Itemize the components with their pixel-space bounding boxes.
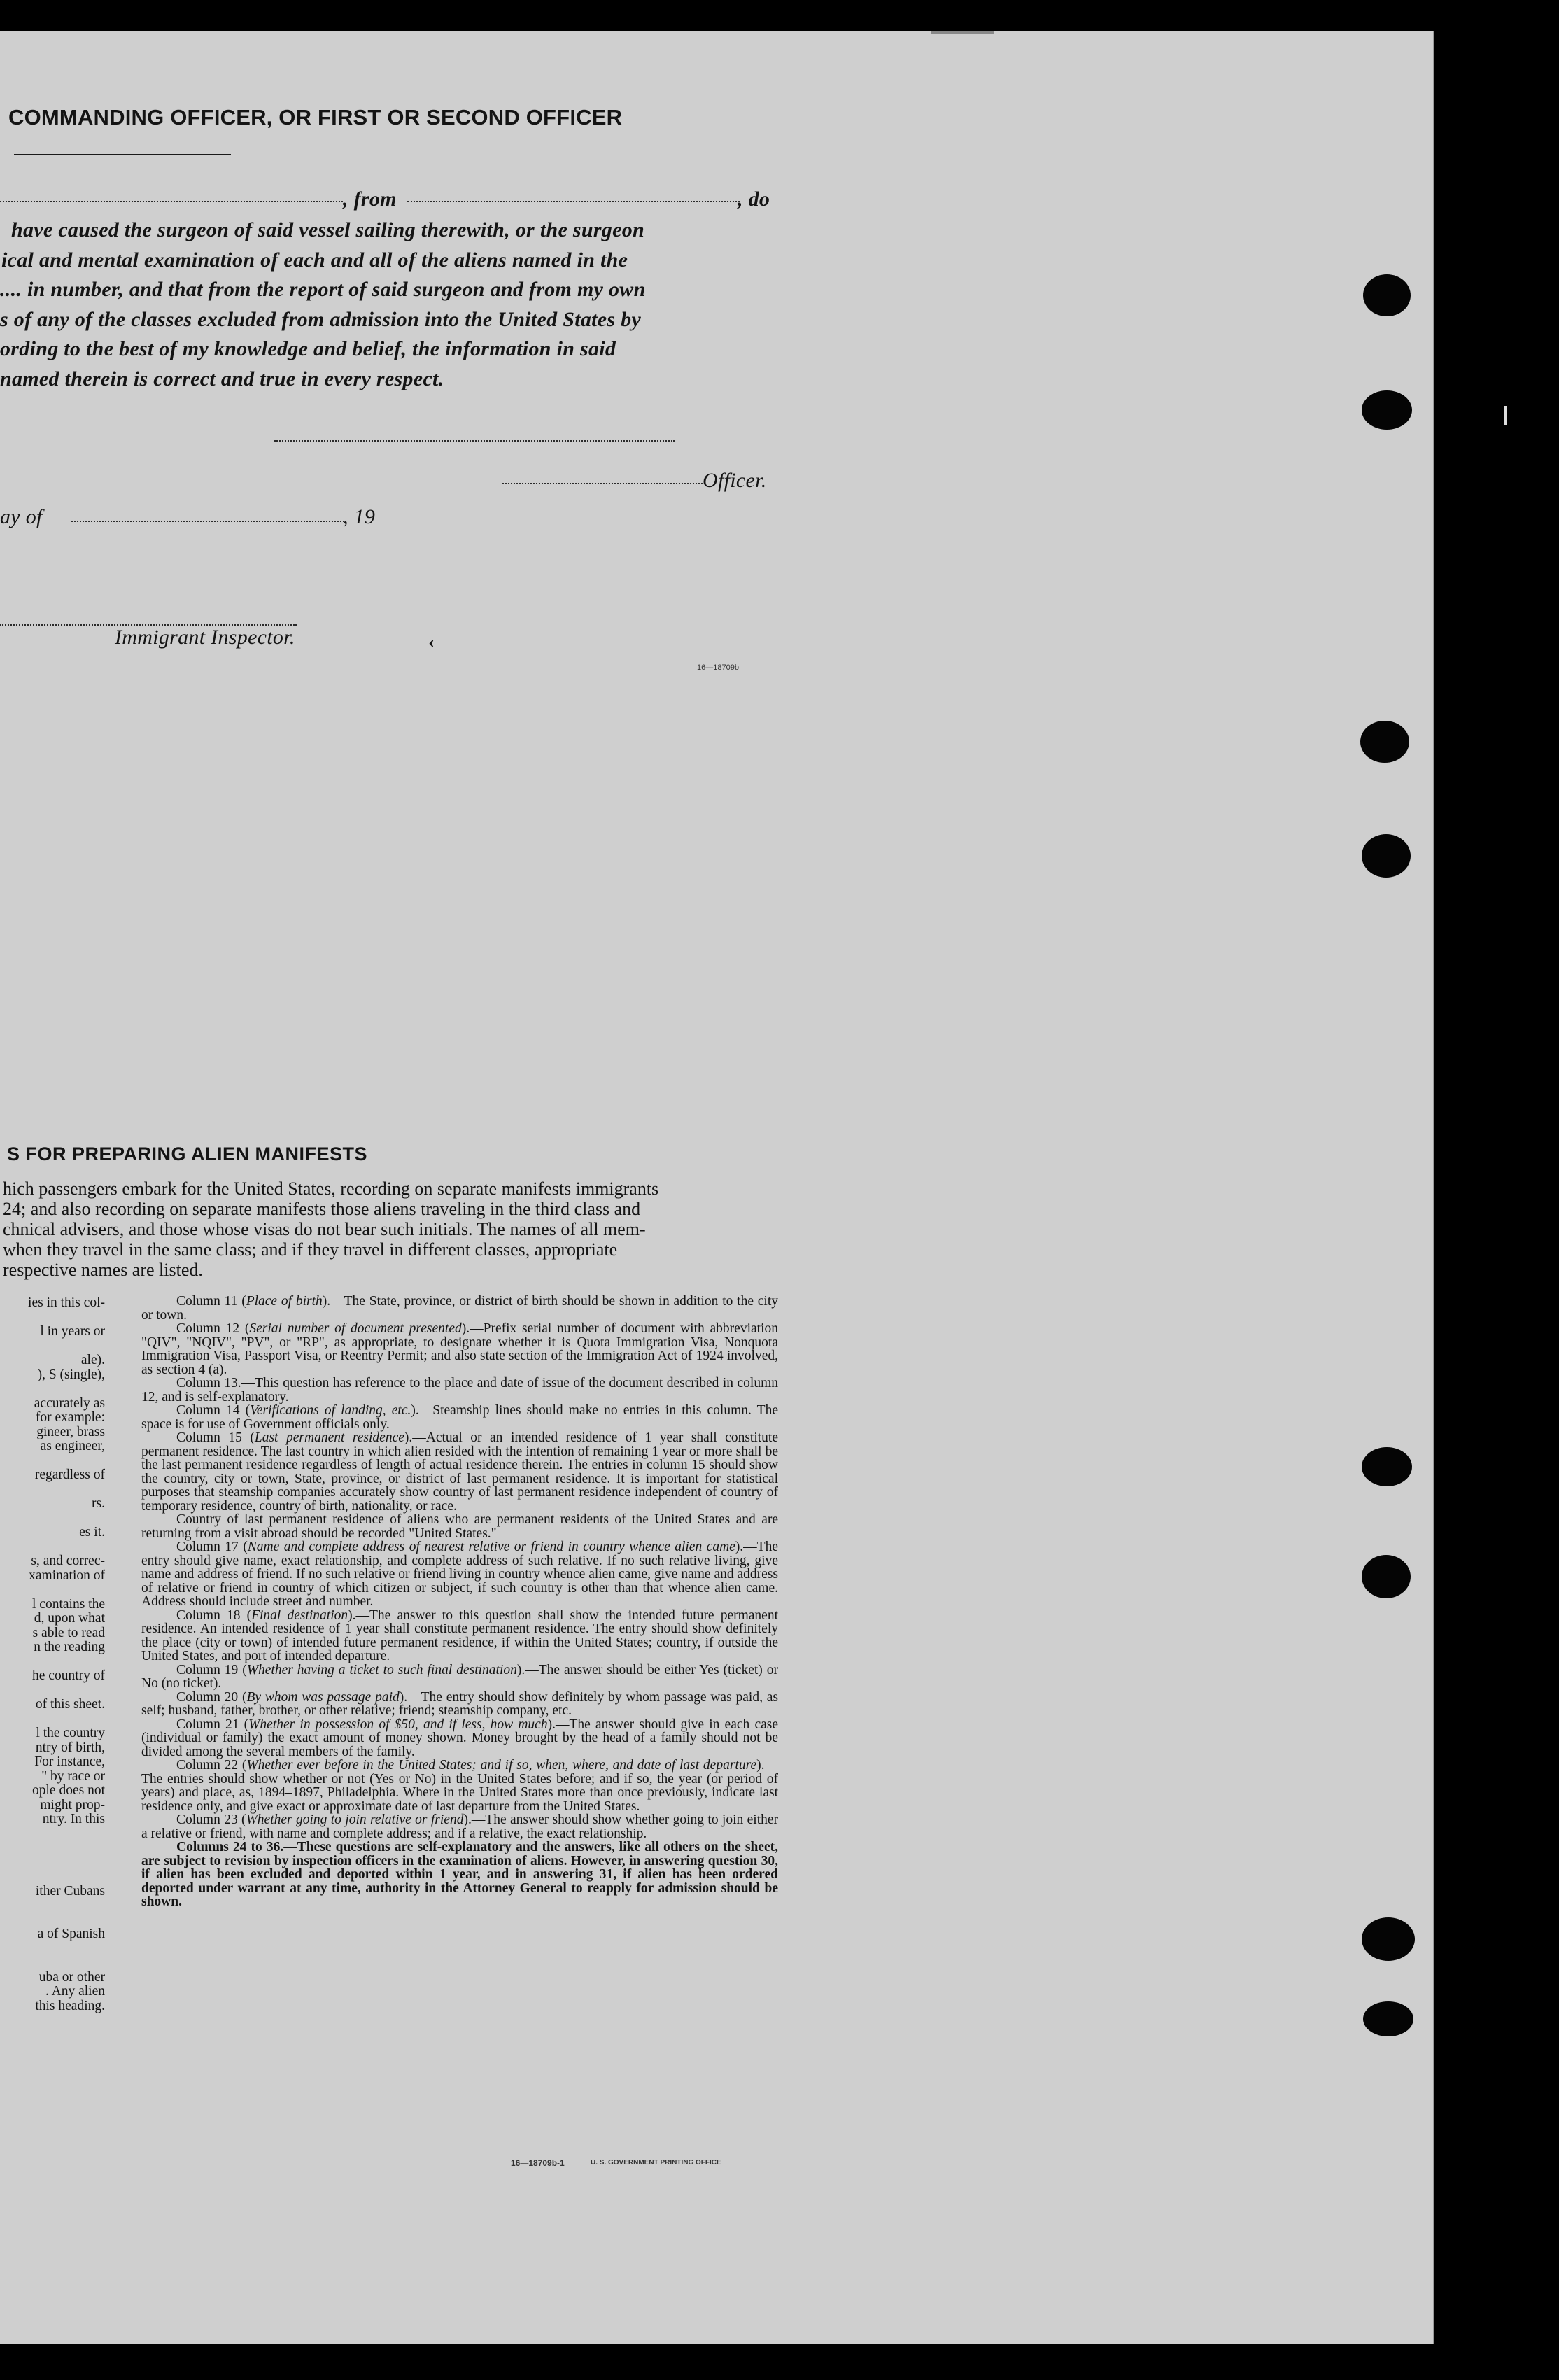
officer-signature-line	[502, 483, 705, 484]
left-fragment-line: es it.	[79, 1525, 105, 1540]
left-fragment-line	[0, 1899, 105, 1913]
form-number: 16—18709b	[697, 663, 739, 672]
left-fragment-line	[0, 1583, 105, 1598]
left-fragment-line	[0, 1856, 105, 1871]
left-fragment-line: as engineer,	[40, 1439, 105, 1453]
certificate-line-7: named therein is correct and true in every respect.	[0, 367, 444, 390]
left-fragment-line	[0, 1684, 105, 1698]
left-fragment-line: ople does not	[32, 1783, 105, 1798]
film-scratch	[1504, 406, 1507, 425]
intro-line-1: hich passengers embark for the United States, recording on separate manifests immigrants	[3, 1178, 659, 1199]
intro-line-5: respective names are listed.	[3, 1260, 203, 1280]
col13-paragraph: Column 13.—This question has reference to the place and date of issue of the document described in column 12, and is self-explanatory.	[141, 1376, 778, 1404]
do-label: , do	[738, 188, 770, 211]
left-fragment-line: accurately as	[34, 1395, 105, 1411]
left-fragment-line	[0, 1841, 105, 1856]
from-label: , from	[343, 188, 397, 211]
left-fragment-line: this heading.	[35, 1998, 105, 2013]
col22-paragraph: Column 22 (Whether ever before in the United States; and if so, when, where, and date of last departure).—The entries should show whether or not (Yes or No) in the United States before; and if so, the year (or period of years) and place, as, 1894–1897, Philadelphia. Where in the United States more than once previously, indicate last residence only, and give exact or approximate date of last departure from the United States.	[141, 1758, 778, 1814]
left-fragment-line	[0, 1956, 105, 1971]
left-fragment-line	[0, 1339, 105, 1354]
certificate-line-4: .... in number, and that from the report of said surgeon and from my own	[0, 278, 646, 301]
col15-paragraph: Column 15 (Last permanent residence).—Actual or an intended residence of 1 year shall constitute permanent residence. The last country in which alien resided with the intention of remaining 1 year or more shall be the last permanent residence regardless of length of actual residence therein. The entries in column 15 should show the country, city or town, State, province, or district of last permanent residence. It is important for statistical purposes that steamship companies accurately show country of last permanent residence independent of country of temporary residence, country of birth, nationality, or race.	[141, 1430, 778, 1514]
left-fragment-line: s, and correc-	[31, 1554, 105, 1568]
left-fragment-line: gineer, brass	[36, 1424, 105, 1439]
year-label: , 19	[343, 505, 376, 528]
left-fragment-line: rs.	[92, 1496, 105, 1511]
left-fragment-line: ies in this col-	[28, 1295, 105, 1310]
left-fragment-line: l contains the	[32, 1596, 105, 1612]
left-fragment-line	[0, 1655, 105, 1670]
binder-hole	[1362, 390, 1412, 430]
film-scratch	[931, 31, 994, 34]
col17-paragraph: Column 17 (Name and complete address of nearest relative or friend in country whence alien came).—The entry should give name, exact relationship, and complete address of such relative. If no such relative living, give name and address of friend. If no such relative or friend living in country whence alien came, give name and address of relative or friend in country of which citizen or subject, if such country is other than that whence alien came. Address should include street and number.	[141, 1540, 778, 1609]
left-fragment-line	[0, 1483, 105, 1498]
master-signature-line	[274, 440, 675, 442]
col20-paragraph: Column 20 (By whom was passage paid).—The entry should show definitely by whom passage was paid, as self; husband, father, brother, or other relative; friend; steamship company, etc.	[141, 1689, 779, 1718]
col24-paragraph: Columns 24 to 36.—These questions are self-explanatory and the answers, like all others on the sheet, are subject to revision by inspection officers in the examination of aliens. However, in answering question 30, if alien has been excluded and deported within 1 year, and in answering 31, if alien has been ordered deported under warrant at any time, authority in the Attorney General to reapply for admission should be shown.	[141, 1840, 778, 1909]
left-fragment-line: " by race or	[41, 1768, 105, 1784]
left-fragment-line: for example:	[35, 1410, 105, 1425]
col18-paragraph: Column 18 (Final destination).—The answer to this question shall show the intended future permanent residence. An intended residence of 1 year shall constitute permanent residence. The entry should show definitely the place (city or town) of intended future permanent residence, if within the United States; country, if outside the United States, and port of intended departure.	[141, 1607, 779, 1663]
left-fragment-line	[0, 1311, 105, 1325]
left-fragment-line	[0, 1712, 105, 1727]
col15-returning-paragraph: Country of last permanent residence of aliens who are permanent residents of the United States and are returning from a visit abroad should be recorded "United States."	[141, 1512, 778, 1541]
left-fragment-line: might prop-	[40, 1797, 105, 1812]
left-fragment-line	[0, 1454, 105, 1469]
left-fragment-line	[0, 1540, 105, 1555]
left-fragment-line: of this sheet.	[35, 1697, 105, 1712]
manifest-sheet	[0, 31, 1434, 2344]
binder-hole	[1363, 2001, 1413, 2036]
officer-label: Officer.	[703, 469, 767, 492]
left-fragment-line: a of Spanish	[37, 1927, 105, 1941]
left-fragment-line: xamination of	[29, 1568, 105, 1583]
left-fragment-line: ale).	[80, 1353, 105, 1367]
page-title: COMMANDING OFFICER, OR FIRST OR SECOND OFFICER	[8, 105, 623, 129]
left-fragment-line: d, upon what	[34, 1611, 105, 1626]
binder-hole	[1362, 1447, 1412, 1486]
month-blank	[71, 521, 344, 522]
certificate-line-6: ording to the best of my knowledge and belief, the information in said	[0, 337, 616, 360]
intro-line-2: 24; and also recording on separate manifests those aliens traveling in the third class and	[3, 1199, 641, 1219]
inspector-label: Immigrant Inspector.	[115, 626, 295, 649]
left-fragment-line: regardless of	[34, 1467, 105, 1482]
binder-hole	[1360, 721, 1409, 763]
certificate-line-2: have caused the surgeon of said vessel sailing therewith, or the surgeon	[11, 218, 645, 241]
left-fragment-line	[0, 1382, 105, 1397]
col23-paragraph: Column 23 (Whether going to join relative or friend).—The answer should show whether going to join either a relative or friend, with name and complete address; and if a relative, the exact relationship.	[141, 1812, 779, 1841]
left-fragment-line	[0, 1827, 105, 1842]
left-fragment-line: For instance,	[34, 1754, 105, 1769]
left-fragment-line	[0, 1512, 105, 1526]
left-fragment-line: ither Cubans	[35, 1883, 105, 1899]
ink-mark: ‹	[428, 631, 435, 653]
left-fragment-line: ntry. In this	[42, 1812, 105, 1826]
left-fragment-line: uba or other	[38, 1969, 105, 1985]
left-fragment-line	[0, 1913, 105, 1928]
left-fragment-line: s able to read	[32, 1625, 105, 1640]
left-fragment-line: l in years or	[40, 1324, 105, 1339]
column-instructions	[141, 1295, 778, 1909]
certificate-line-3: ical and mental examination of each and all of the aliens named in the	[1, 248, 628, 272]
left-fragment-line: ntry of birth,	[35, 1740, 105, 1755]
left-fragment-line	[0, 1870, 105, 1885]
intro-line-4: when they travel in the same class; and if they travel in different classes, appropriate	[3, 1239, 618, 1260]
printer-imprint: U. S. GOVERNMENT PRINTING OFFICE	[591, 2159, 721, 2167]
col11-paragraph: Column 11 (Place of birth).—The State, province, or district of birth should be shown in addition to the city or town.	[141, 1294, 778, 1323]
day-of-label: ay of	[0, 505, 43, 528]
col19-paragraph: Column 19 (Whether having a ticket to such final destination).—The answer should be either Yes (ticket) or No (no ticket).	[141, 1662, 778, 1691]
left-fragment-line: n the reading	[34, 1640, 105, 1654]
port-blank	[407, 201, 740, 202]
vessel-blank	[0, 201, 343, 202]
left-fragment-line	[0, 1942, 105, 1957]
left-fragment-line: l the country	[36, 1726, 105, 1740]
binder-hole	[1362, 1917, 1415, 1961]
left-fragment-line: he country of	[32, 1668, 105, 1683]
binder-hole	[1362, 1555, 1411, 1598]
binder-hole	[1363, 274, 1411, 316]
certificate-line-5: s of any of the classes excluded from admission into the United States by	[0, 308, 642, 331]
footer-form-number: 16—18709b-1	[511, 2158, 565, 2168]
binder-hole	[1362, 834, 1411, 878]
left-fragment-line: . Any alien	[45, 1984, 105, 1999]
col21-paragraph: Column 21 (Whether in possession of $50, and if less, how much).—The answer should give in each case (individual or family) the exact amount of money shown. Money brought by the head of a family should not be divided among the several members of the family.	[141, 1717, 778, 1759]
col14-paragraph: Column 14 (Verifications of landing, etc.).—Steamship lines should make no entries in this column. The space is for use of Government officials only.	[141, 1403, 778, 1432]
instructions-heading: S FOR PREPARING ALIEN MANIFESTS	[7, 1143, 368, 1164]
intro-line-3: chnical advisers, and those whose visas do not bear such initials. The names of all mem-	[3, 1219, 646, 1239]
left-column-fragments	[0, 1296, 105, 2013]
title-underline	[14, 154, 231, 155]
col12-paragraph: Column 12 (Serial number of document presented).—Prefix serial number of document with abbreviation "QIV", "NQIV", "PV", or "RP", as appropriate, to designate whether it is Quota Immigration Visa, Nonquota Immigration Visa, Passport Visa, or Reentry Permit; and also state section of the Immigration Act of 1924 involved, as section 4 (a).	[141, 1321, 778, 1377]
left-fragment-line: ), S (single),	[37, 1367, 105, 1382]
